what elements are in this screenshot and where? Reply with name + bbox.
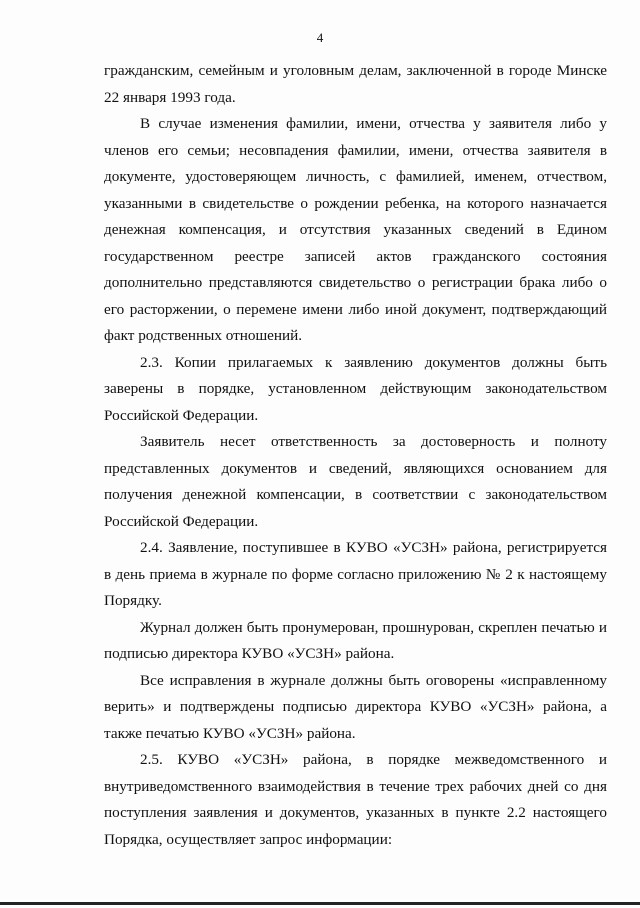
paragraph-corrections: Все исправления в журнале должны быть оговорены «исправленному верить» и подтверждены подписью директора КУВО «УСЗН» района, а также печатью КУВО «УСЗН» района. [104, 671, 607, 742]
document-body [104, 58, 607, 853]
paragraph-2-5: 2.5. КУВО «УСЗН» района, в порядке межведомственного и внутриведомственного взаимодействия в течение трех рабочих дней со дня поступления заявления и документов, указанных в пункте 2.2 настоящего Порядка, осуществляет запрос информации: [104, 751, 607, 848]
paragraph-2-4: 2.4. Заявление, поступившее в КУВО «УСЗН» района, регистрируется в день приема в журнале по форме согласно приложению № 2 к настоящему Порядку. [104, 539, 607, 609]
paragraph-2-3: 2.3. Копии прилагаемых к заявлению документов должны быть заверены в порядке, установленном действующим законодательством Российской Федерации. [104, 353, 607, 424]
paragraph-name-change: В случае изменения фамилии, имени, отчества у заявителя либо у членов его семьи; несовпадения фамилии, имени, отчества заявителя в документе, удостоверяющем личность, с фамилией, именем, отчеством, указанными в свидетельстве о рождении ребенка, на которого назначается денежная компенсация, и отсутствия указанных сведений в Едином государственном реестре записей актов гражданского состояния дополнительно представляются свидетельство о регистрации брака либо о его расторжении, о перемене имени либо иной документ, подтверждающий факт родственных отношений. [104, 115, 607, 344]
paragraph-journal: Журнал должен быть пронумерован, прошнурован, скреплен печатью и подписью директора КУВО «УСЗН» района. [104, 618, 607, 662]
page-number: 4 [316, 30, 324, 45]
paragraph-applicant-responsibility: Заявитель несет ответственность за достоверность и полноту представленных документов и сведений, являющихся основанием для получения денежной компенсации, в соответствии с законодательством Российской Федерации. [104, 433, 607, 530]
paragraph-continuation: гражданским, семейным и уголовным делам, заключенной в городе Минске 22 января 1993 года. [104, 62, 607, 106]
scan-bottom-edge [0, 902, 640, 905]
